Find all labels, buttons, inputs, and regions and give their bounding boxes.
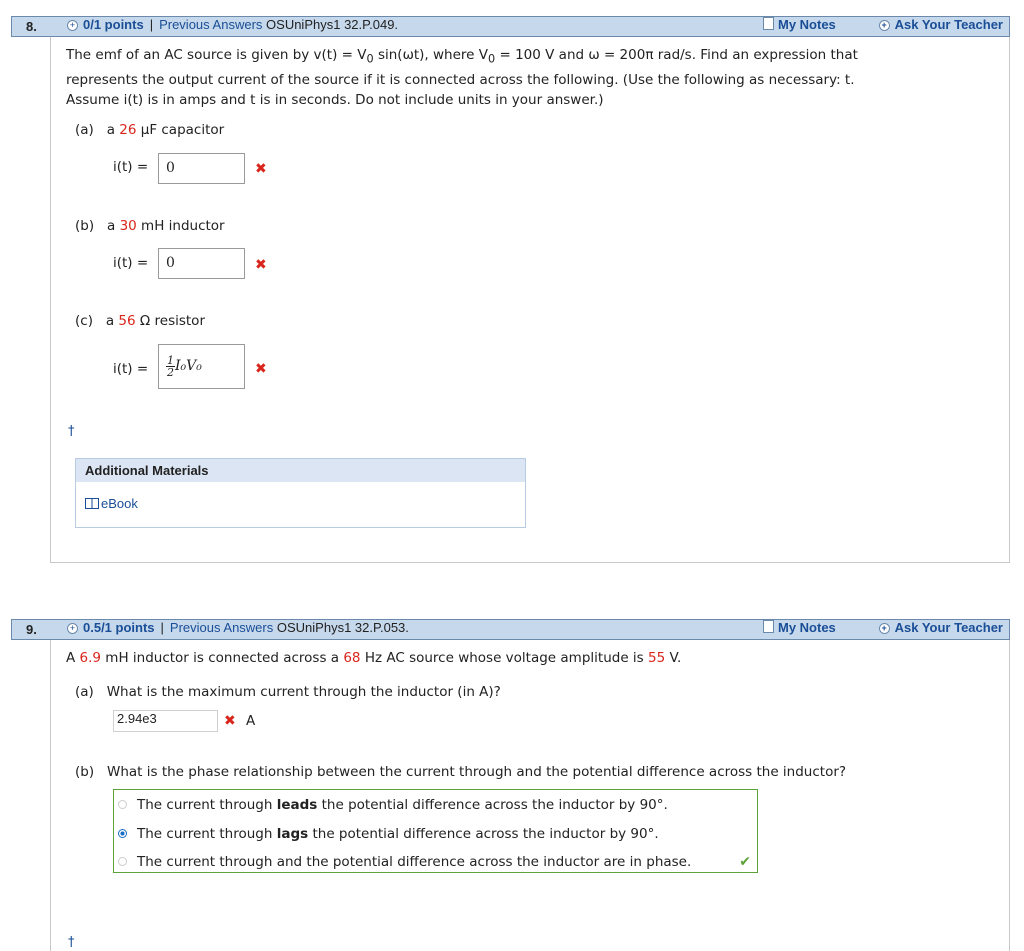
option-in-phase[interactable]: The current through and the potential difference across the inductor are in phase. [118,854,691,870]
q9-points[interactable]: 0.5/1 points [83,620,155,635]
notes-icon [763,620,774,633]
q8-problem-text: The emf of an AC source is given by $v(t) = V_0$ sin(ωt), where $V_0 = 100$ V and ω = 200π rad/s. Find an expression that represents the output current of the source if it is connected across the following. (Use the following as necessary: t. Assume i(t) is in amps and t is in seconds. Do not include units in your answer.) [66,47,858,108]
q8-part-a-answer-field[interactable]: 0 [158,153,245,184]
additional-materials-header: Additional Materials [76,459,525,482]
book-icon [85,498,99,509]
q8-my-notes-button[interactable]: My Notes [763,17,836,36]
q8-part-c-label: (c) a 56 Ω resistor [75,313,205,329]
radio-lags-selected[interactable] [118,829,127,838]
q9-part-a-unit: A [246,713,256,729]
radio-in-phase[interactable] [118,857,127,866]
q9-part-b-label: (b) What is the phase relationship between the current through and the potential difference across the inductor? [75,764,847,780]
q8-problem-code: OSUniPhys1 32.P.049. [266,17,399,32]
q8-part-c-it-label: i(t) = [113,361,149,377]
q8-part-b-label: (b) a 30 mH inductor [75,218,225,234]
q9-ask-teacher-button[interactable]: + Ask Your Teacher [879,620,1003,639]
q9-part-a-incorrect-icon: ✖ [224,713,236,729]
q8-part-a-label: (a) a 26 μF capacitor [75,122,225,138]
q9-problem-text: A 6.9 mH inductor is connected across a 68 Hz AC source whose voltage amplitude is 55 V. [66,650,682,666]
q9-number: 9. [12,620,52,639]
q9-part-a-label: (a) What is the maximum current through the inductor (in A)? [75,684,501,700]
radio-leads[interactable] [118,800,127,809]
q9-part-b-choices [113,789,758,873]
q8-part-a-incorrect-icon: ✖ [255,161,267,177]
q9-dagger-link[interactable]: † [68,935,75,950]
q9-part-a-answer-field[interactable]: 2.94e3 [113,710,218,732]
notes-icon [763,17,774,30]
plus-icon: + [879,623,890,634]
q8-number: 8. [12,17,52,36]
q8-part-b-it-label: i(t) = [113,255,149,271]
q8-part-c-incorrect-icon: ✖ [255,361,267,377]
q8-part-a-it-label: i(t) = [113,159,149,175]
q9-header-bar [11,619,1010,640]
q9-problem-code: OSUniPhys1 32.P.053. [276,620,409,635]
q8-ask-teacher-button[interactable]: + Ask Your Teacher [879,17,1003,36]
q9-previous-answers-link[interactable]: Previous Answers [169,620,274,635]
q8-part-c-answer-field[interactable]: $\frac{1}{2}$ I₀V₀ [158,344,245,389]
q9-header-info: + 0.5/1 points | Previous Answers OSUniPhys1 32.P.053. [67,620,409,639]
option-lags[interactable]: The current through lags the potential difference across the inductor by 90°. [118,826,659,842]
q8-dagger-link[interactable]: † [68,424,75,439]
q9-my-notes-button[interactable]: My Notes [763,620,836,639]
q8-header-info: + 0/1 points | Previous Answers OSUniPhys1 32.P.049. [67,17,398,36]
correct-check-icon: ✔ [739,854,751,870]
q8-points[interactable]: 0/1 points [83,17,144,32]
q8-previous-answers-link[interactable]: Previous Answers [159,17,263,32]
q8-part-b-incorrect-icon: ✖ [255,257,267,273]
q8-header-bar [11,16,1010,37]
q8-part-b-answer-field[interactable]: 0 [158,248,245,279]
option-leads[interactable]: The current through leads the potential difference across the inductor by 90°. [118,797,668,813]
ebook-link[interactable]: eBook [85,496,138,511]
expand-plus-icon[interactable]: + [67,20,78,31]
fraction: $\frac{1}{2}$ [167,353,174,379]
expand-plus-icon[interactable]: + [67,623,78,634]
additional-materials-panel [75,458,526,528]
plus-icon: + [879,20,890,31]
